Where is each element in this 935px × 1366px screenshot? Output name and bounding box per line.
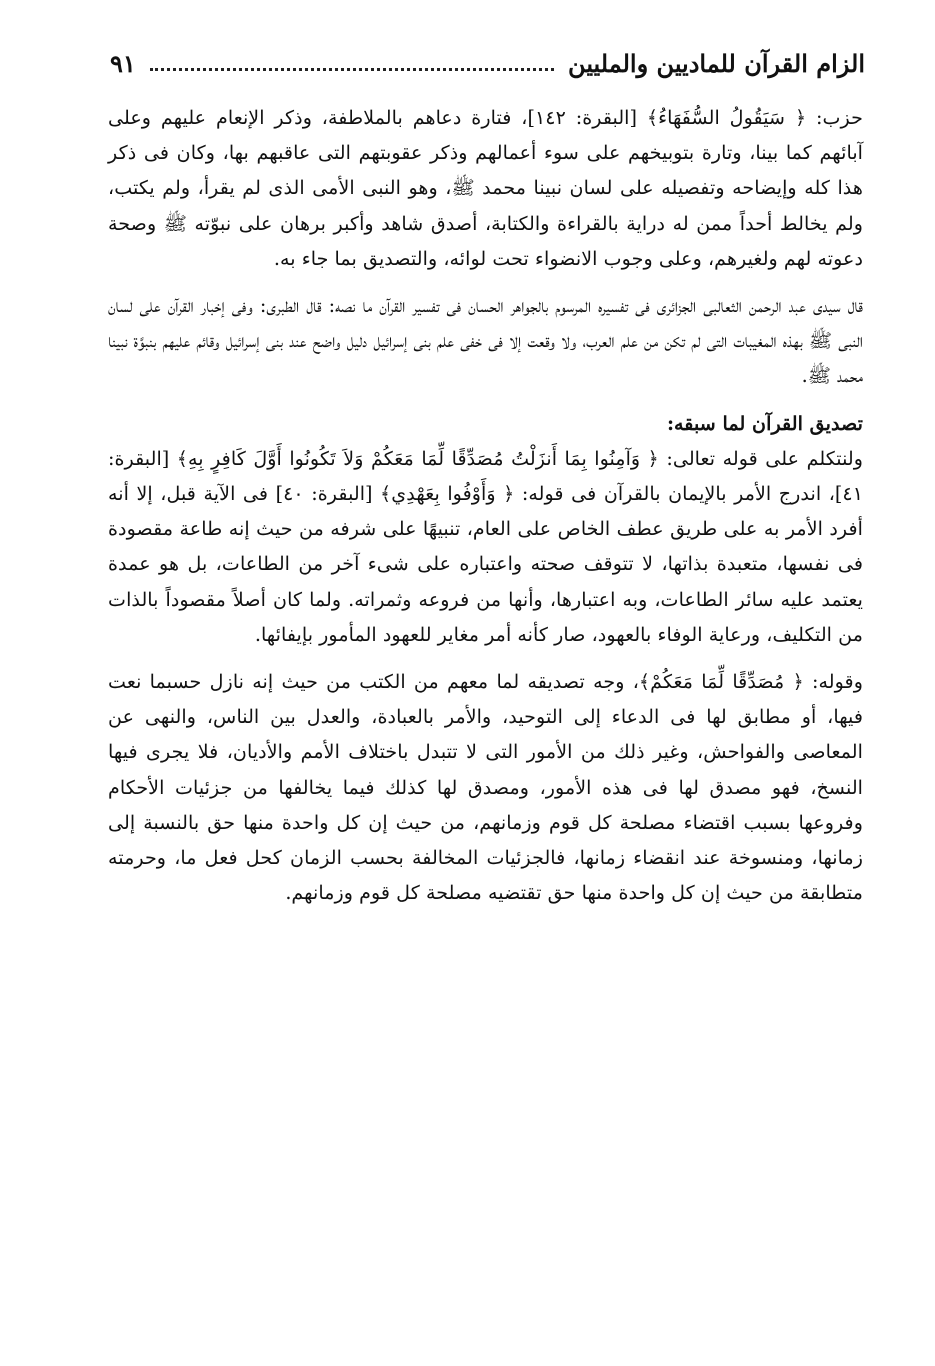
running-title: الزام القرآن للماديين والمليين xyxy=(568,48,865,78)
paragraph-1: حزب: ﴿ سَيَقُولُ السُّفَهَاءُ﴾ [البقرة: ١٤٢]، فتارة دعاهم بالملاطفة، وذكر الإنعام عليهم وعلى آبائهم كما بينا، وتارة بتوبيخهم على سوء أعمالهم وذكر عقوبتهم التى عاقبهم بها، وكان فى ذكر هذا كله وإيضاحه وتفصيله على لسان نبينا محمد ﷺ، وهو النبى الأمى الذى لم يقرأ، ولم يكتب، ولم يخالط أحداً ممن له دراية بالقراءة والكتابة، أصدق شاهد وأكبر برهان على نبوّته ﷺ وصحة دعوته لهم ولغيرهم، وعلى وجوب الانضواء تحت لوائه، والتصديق بما جاء به. xyxy=(108,106,864,270)
paragraph-4: وقوله: ﴿ مُصَدِّقًا لِّمَا مَعَكُمْ﴾، وجه تصديقه لما معهم من الكتب من حيث إنه نازل حسبما نعت فيها، أو مطابق لها فى الدعاء إلى التوحيد، والأمر بالعبادة، والعدل بين الناس، والنهى عن المعاصى والفواحش، وغير ذلك من الأمور التى لا تتبدل باختلاف الأمم والأديان، فلا يجرى فيها النسخ، فهو مصدق لها فى هذه الأمور، ومصدق لها كذلك فيما يخالفها من جزئيات الأحكام وفروعها بسبب اقتضاء مصلحة كل قوم وزمانهم، من حيث إن كل واحدة منها حق بالنسبة إلى زمانها، ومنسوخة عند انقضاء زمانها، فالجزئيات المخالفة بحسب الزمان كحل فعل ما، وحرمته متطابقة من حيث إن كل واحدة منها حق تقتضيه مصلحة كل قوم وزمانهم. xyxy=(108,670,863,905)
page-header xyxy=(110,38,865,88)
header-dotted-leader xyxy=(150,68,554,71)
section-heading: تصديق القرآن لما سبقه: xyxy=(666,411,863,435)
paragraph-3: ولنتكلم على قوله تعالى: ﴿ وَآمِنُوا بِمَا أَنزَلْتُ مُصَدِّقًا لِّمَا مَعَكُمْ وَلاَ تَكُونُوا أَوَّلَ كَافِرٍ بِهِ﴾ [البقرة: ٤١]، اندرج الأمر بالإيمان بالقرآن فى قوله: ﴿ وَأَوْفُوا بِعَهْدِي﴾ [البقرة: ٤٠] فى الآية قبل، إلا أنه أفرد الأمر به على طريق عطف الخاص على العام، تنبيهًا على شرفه من حيث إنه طاعة مقصودة فى نفسها، متعبدة بذاتها، لا تتوقف صحته واعتباره على شىء آخر من الطاعات، بل هو عمدة يعتمد عليه سائر الطاعات، وبه اعتبارها، وأنها من فروعه وثمراته. ولما كان أصلاً مقصوداً بالذات من التكليف، ورعاية الوفاء بالعهود، صار كأنه أمر مغاير للعهود المأمور بإيفائها. xyxy=(108,446,864,646)
page-body xyxy=(108,100,863,910)
page-number: ٩١ xyxy=(110,48,136,78)
paragraph-2: قال سيدى عبد الرحمن الثعالبى الجزائرى فى تفسيره المرسوم بالجواهر الحسان فى تفسير القرآن ما نصه: قال الطبرى: وفى إخبار القرآن على لسان النبى ﷺ بهذه المغيبات التى لم تكن من علم العرب، ولا وقعت إلا فى خفى علم بنى إسرائيل دليل واضح عند بنى إسرائيل وقائم عليهم بنبوَّة نبينا محمد ﷺ. xyxy=(108,294,863,388)
